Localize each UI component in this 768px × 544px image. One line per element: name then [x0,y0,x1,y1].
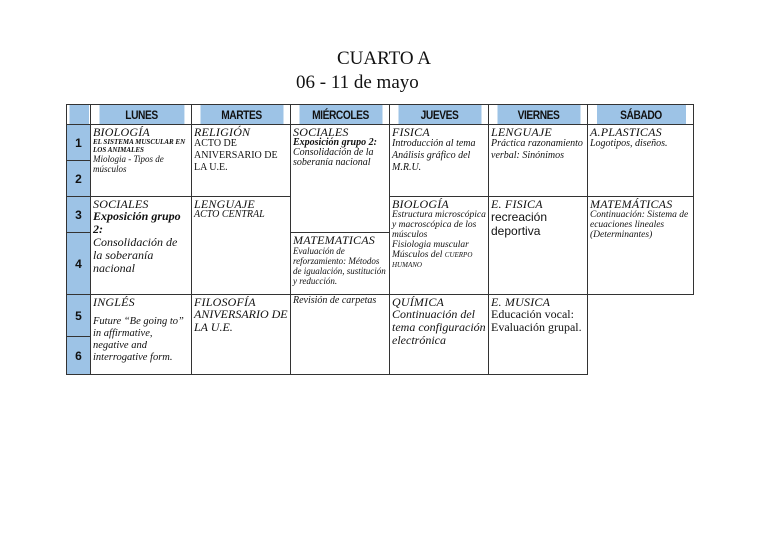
detail-text: Músculos del [392,250,443,260]
subject-name: MATEMATICAS [293,233,375,247]
cell-lunes-block2 [91,197,192,295]
detail-text: Continuación: Sistema de ecuaciones lineales (Determinantes) [590,210,689,240]
day-header-viernes: VIERNES [496,105,580,125]
subject-name: SOCIALES [93,197,149,211]
detail-text: Educación vocal: Evaluación grupal. [491,307,582,334]
period-number: 3 [67,197,91,233]
cell-sabado-block1 [588,125,694,197]
cell-martes-block3 [192,295,291,375]
detail-text-line [392,250,486,270]
cell-martes-block1 [192,125,291,197]
cell-lunes-block3 [91,295,192,375]
cell-miercoles-block2 [291,233,390,295]
subject-name: FILOSOFÍA [194,295,256,309]
subject-name: RELIGIÓN [194,125,251,139]
subject-name: BIOLOGÍA [392,197,449,211]
date-range: 06 - 11 de mayo [296,72,419,93]
day-header-miercoles: MIÉRCOLES [298,105,382,125]
period-number: 2 [67,161,91,197]
topic-text: EL SISTEMA MUSCULAR EN LOS ANIMALES [93,138,186,154]
detail-text: ACTO CENTRAL [194,209,265,220]
detail-text: Introducción al tema Análisis gráfico del M.R.U. [392,138,476,173]
header-corner [68,105,88,125]
cell-viernes-block1 [489,125,588,197]
detail-text: Continuación del tema configuración electrónica [392,307,486,347]
period-number: 5 [67,295,91,337]
day-header-lunes: LUNES [98,105,184,125]
subject-name: SOCIALES [293,125,349,139]
detail-text: recreación deportiva [491,210,548,238]
detail-text: Fisiologia muscular [392,240,469,250]
period-number: 1 [67,125,91,161]
detail-text: Consolidación de la soberanía nacional [93,235,178,275]
subject-name: FISICA [392,125,430,139]
cell-viernes-block2 [489,197,588,295]
bold-text: Exposición grupo 2: [293,137,377,148]
cell-martes-block2 [192,197,291,295]
detail-text: ANIVERSARIO DE LA U.E. [194,307,288,334]
detail-text: Revisión de carpetas [293,295,377,306]
day-header-martes: MARTES [199,105,283,125]
period-number: 4 [67,233,91,295]
subject-name: BIOLOGÍA [93,125,150,139]
bold-text: Exposición grupo 2: [93,209,181,236]
cell-jueves-block3 [390,295,489,375]
detail-text: Consolidación de la soberanía nacional [293,147,374,168]
detail-text: CUERPO HUMANO [392,251,473,269]
detail-text: Logotipos, diseños. [590,138,668,149]
subject-name: LENGUAJE [491,125,552,139]
detail-text: Miologia - Tipos de músculos [93,154,164,174]
period-number: 6 [67,337,91,375]
day-header-jueves: JUEVES [397,105,481,125]
subject-name: E. MUSICA [491,295,551,309]
schedule-table [66,104,694,375]
subject-name: MATEMÁTICAS [590,197,673,211]
subject-name: INGLÉS [93,295,135,309]
cell-miercoles-block3 [291,295,390,375]
cell-jueves-block2 [390,197,489,295]
detail-text: Evaluación de reforzamiento: Métodos de igualación, sustitución y reducción. [293,246,386,286]
subject-name: QUÍMICA [392,295,445,309]
cell-sabado-block2 [588,197,694,295]
day-header-sabado: SÁBADO [595,105,685,125]
detail-text: Práctica razonamiento verbal: Sinónimos [491,138,583,161]
subject-name: LENGUAJE [194,197,255,211]
cell-lunes-block1 [91,125,192,197]
detail-text: Estructura microscópica y macroscópica de los músculos [392,210,486,240]
subject-name: A.PLASTICAS [590,125,662,139]
detail-text: Future “Be going to” in affirmative, negative and interrogative form. [93,316,184,363]
detail-text: ACTO DE ANIVERSARIO DE LA U.E. [194,138,278,173]
cell-miercoles-block1 [291,125,390,233]
cell-viernes-block3 [489,295,588,375]
subject-name: E. FISICA [491,197,543,211]
page-title: CUARTO A [336,48,432,69]
cell-jueves-block1 [390,125,489,197]
